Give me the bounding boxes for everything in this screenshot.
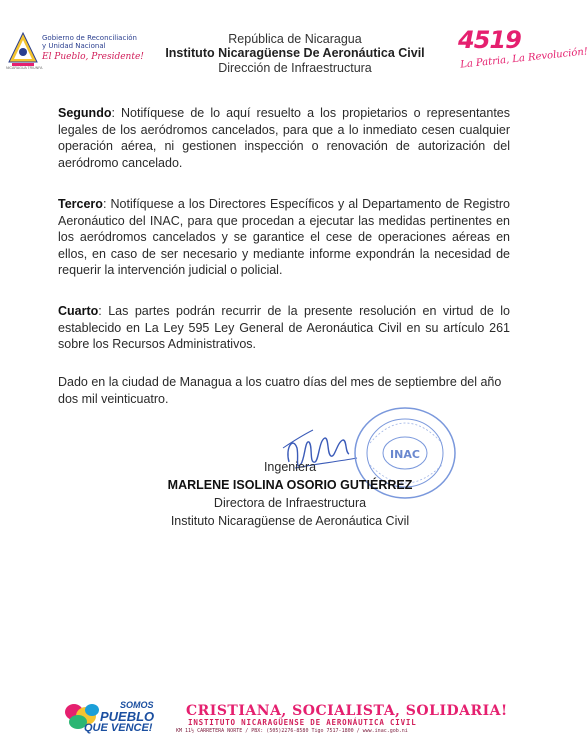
paragraph-dado: Dado en la ciudad de Managua a los cuatro días del mes de septiembre del año dos mil veinticuatro. [58, 375, 502, 406]
anniversary-number: 4519 [458, 26, 521, 54]
signer-institution: Instituto Nicaragüense de Aeronáutica Civil [170, 514, 410, 528]
header-institution: Instituto Nicaragüense De Aeronáutica Civil [165, 46, 425, 60]
paragraph-cuarto [58, 303, 510, 353]
paragraph-lead: Cuarto [58, 304, 99, 318]
signer-role: Directora de Infraestructura [213, 496, 367, 510]
footer-motto: CRISTIANA, SOCIALISTA, SOLIDARIA! [186, 703, 508, 719]
signer-name: MARLENE ISOLINA OSORIO GUTIÉRREZ [167, 478, 413, 492]
gov-logo-text: Gobierno de Reconciliación y Unidad Nacional [42, 34, 137, 50]
footer-logo-word2: PUEBLO [100, 709, 155, 724]
anniversary-slogan: La Patria, La Revolución! [459, 46, 588, 71]
paragraph-lead: Segundo [58, 106, 112, 120]
footer-logo-word1: SOMOS [120, 700, 154, 710]
gov-logo-tiny-text: NICARAGUA TRIUNFA [6, 66, 43, 70]
paragraph-lead: Tercero [58, 197, 103, 211]
footer-logo [62, 698, 172, 738]
anniversary-logo [452, 26, 588, 76]
footer-institution: INSTITUTO NICARAGÜENSE DE AERONÁUTICA CIVIL [188, 718, 417, 727]
stamp-label: INAC [390, 448, 420, 461]
header-department: Dirección de Infraestructura [218, 61, 372, 75]
footer-logo-word3: QUE VENCE! [84, 722, 153, 734]
government-logo [6, 30, 146, 76]
paragraph-tercero [58, 196, 510, 279]
gov-logo-slogan: El Pueblo, Presidente! [42, 52, 144, 62]
signer-title: Ingeniera [263, 460, 317, 474]
paragraph-text: : Las partes podrán recurrir de la presente resolución en virtud de lo establecido en La Ley 595 Ley General de Aeronáutica Civil en su artículo 261 sobre los Recursos Administrativos. [58, 304, 510, 352]
footer-address: KM 11½ CARRETERA NORTE / PBX: (505)2276-8580 Tigo 7517-1800 / www.inac.gob.ni [176, 728, 408, 734]
paragraph-text: : Notifíquese de lo aquí resuelto a los propietarios o representantes legales de los aeródromos cancelados, para que a lo inmediato cesen cualquier operación aérea, ni gestionen inspección o renovación de autorización del aeródromo cancelado. [58, 106, 510, 170]
triangle-emblem-icon [8, 32, 38, 68]
paragraph-segundo [58, 105, 510, 171]
header-country: República de Nicaragua [228, 32, 362, 46]
paragraph-text: : Notifíquese a los Directores Específicos y al Departamento de Registro Aeronáutico del INAC, para que procedan a ejecutar las medidas pertinentes en los aeródromos cancelados y se garantice el cese de operaciones aéreas en ellos, en caso de ser necesario y mediante informe expondrán la necesidad de requerir la intervención judicial o policial. [58, 197, 510, 278]
